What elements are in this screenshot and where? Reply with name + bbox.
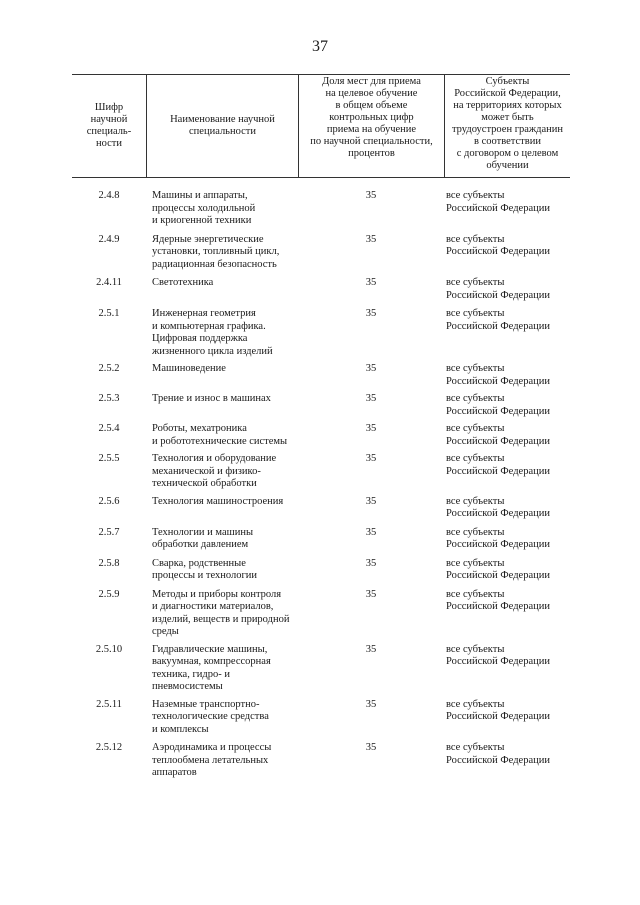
cell-share: 35 xyxy=(365,190,377,201)
cell-code: 2.4.8 xyxy=(98,190,120,201)
table-row xyxy=(72,234,570,272)
page-number: 37 xyxy=(312,38,328,55)
cell-name: Светотехника xyxy=(152,277,214,288)
cell-subjects: все субъекты Российской Федерации xyxy=(446,393,550,417)
table-row xyxy=(72,589,570,639)
table-row xyxy=(72,190,570,228)
cell-name: Аэродинамика и процессы теплообмена летательных аппаратов xyxy=(152,742,272,778)
cell-subjects: все субъекты Российской Федерации xyxy=(446,495,550,519)
cell-name: Ядерные энергетические установки, топливный цикл, радиационная безопасность xyxy=(152,233,280,270)
cell-subjects: все субъекты Российской Федерации xyxy=(446,277,550,301)
cell-subjects: все субъекты Российской Федерации xyxy=(446,643,550,667)
header-code: Шифр научной специаль- ности xyxy=(86,102,132,149)
cell-subjects: все субъекты Российской Федерации xyxy=(446,742,550,766)
cell-share: 35 xyxy=(365,277,377,288)
table-row xyxy=(72,363,570,388)
cell-subjects: все субъекты Российской Федерации xyxy=(446,308,550,332)
cell-name: Роботы, мехатроника и робототехнические системы xyxy=(152,423,288,447)
table-body xyxy=(72,190,570,780)
cell-code: 2.5.4 xyxy=(98,423,120,434)
cell-name: Трение и износ в машинах xyxy=(152,393,271,404)
cell-name: Технологии и машины обработки давлением xyxy=(152,526,254,550)
cell-code: 2.5.8 xyxy=(98,557,120,569)
cell-share: 35 xyxy=(365,363,377,374)
cell-name: Наземные транспортно- технологические средства и комплексы xyxy=(152,698,269,735)
cell-name: Методы и приборы контроля и диагностики материалов, изделий, веществ и природной среды xyxy=(152,588,290,637)
table-row xyxy=(72,453,570,491)
cell-subjects: все субъекты Российской Федерации xyxy=(446,526,550,550)
cell-code: 2.4.9 xyxy=(98,233,120,245)
table-row xyxy=(72,423,570,448)
header-subjects: Субъекты Российской Федерации, на территориях которых может быть трудоустроен гражданин в соответствии с договором о целевом обучении xyxy=(444,75,570,177)
table-row xyxy=(72,699,570,737)
cell-code: 2.4.11 xyxy=(96,277,122,288)
table-row xyxy=(72,527,570,552)
table-row xyxy=(72,742,570,780)
cell-share: 35 xyxy=(365,526,377,538)
cell-subjects: все субъекты Российской Федерации xyxy=(446,588,550,612)
cell-name: Машины и аппараты, процессы холодильной и криогенной техники xyxy=(152,190,256,226)
cell-name: Сварка, родственные процессы и технологии xyxy=(152,557,258,581)
cell-code: 2.5.5 xyxy=(98,453,120,464)
cell-share: 35 xyxy=(365,308,377,319)
table-row xyxy=(72,277,570,302)
cell-share: 35 xyxy=(365,643,377,655)
cell-code: 2.5.11 xyxy=(96,698,122,710)
cell-code: 2.5.10 xyxy=(95,643,123,655)
cell-code: 2.5.3 xyxy=(98,393,120,404)
cell-share: 35 xyxy=(365,698,377,710)
cell-code: 2.5.12 xyxy=(95,742,123,753)
cell-share: 35 xyxy=(365,742,377,753)
cell-name: Технология машиностроения xyxy=(152,495,284,507)
table-row xyxy=(72,558,570,583)
table-row xyxy=(72,393,570,418)
cell-code: 2.5.2 xyxy=(98,363,120,374)
cell-subjects: все субъекты Российской Федерации xyxy=(446,698,550,722)
cell-code: 2.5.1 xyxy=(98,308,120,319)
cell-subjects: все субъекты Российской Федерации xyxy=(446,233,550,257)
header-share: Доля мест для приема на целевое обучение в общем объеме контрольных цифр приема на обучение по научной специальности, процентов xyxy=(298,75,444,177)
table-header xyxy=(72,74,570,178)
cell-share: 35 xyxy=(365,588,377,600)
cell-code: 2.5.6 xyxy=(98,495,120,507)
cell-code: 2.5.9 xyxy=(98,588,120,600)
cell-share: 35 xyxy=(365,495,377,507)
cell-code: 2.5.7 xyxy=(98,526,120,538)
cell-subjects: все субъекты Российской Федерации xyxy=(446,557,550,581)
cell-name: Гидравлические машины, вакуумная, компрессорная техника, гидро- и пневмосистемы xyxy=(152,643,271,692)
table-row xyxy=(72,496,570,521)
cell-name: Технология и оборудование механической и физико- технической обработки xyxy=(152,453,277,489)
cell-name: Машиноведение xyxy=(152,363,226,374)
specialties-table xyxy=(72,74,570,786)
cell-subjects: все субъекты Российской Федерации xyxy=(446,363,550,387)
cell-name: Инженерная геометрия и компьютерная графика. Цифровая поддержка жизненного цикла изделий xyxy=(152,308,273,357)
cell-subjects: все субъекты Российской Федерации xyxy=(446,423,550,447)
table-row xyxy=(72,308,570,358)
cell-share: 35 xyxy=(365,557,377,569)
header-name: Наименование научной специальности xyxy=(146,75,298,177)
cell-share: 35 xyxy=(365,233,377,245)
cell-subjects: все субъекты Российской Федерации xyxy=(446,190,550,214)
cell-share: 35 xyxy=(365,423,377,434)
table-row xyxy=(72,644,570,694)
cell-share: 35 xyxy=(365,393,377,404)
cell-share: 35 xyxy=(365,453,377,464)
cell-subjects: все субъекты Российской Федерации xyxy=(446,453,550,477)
